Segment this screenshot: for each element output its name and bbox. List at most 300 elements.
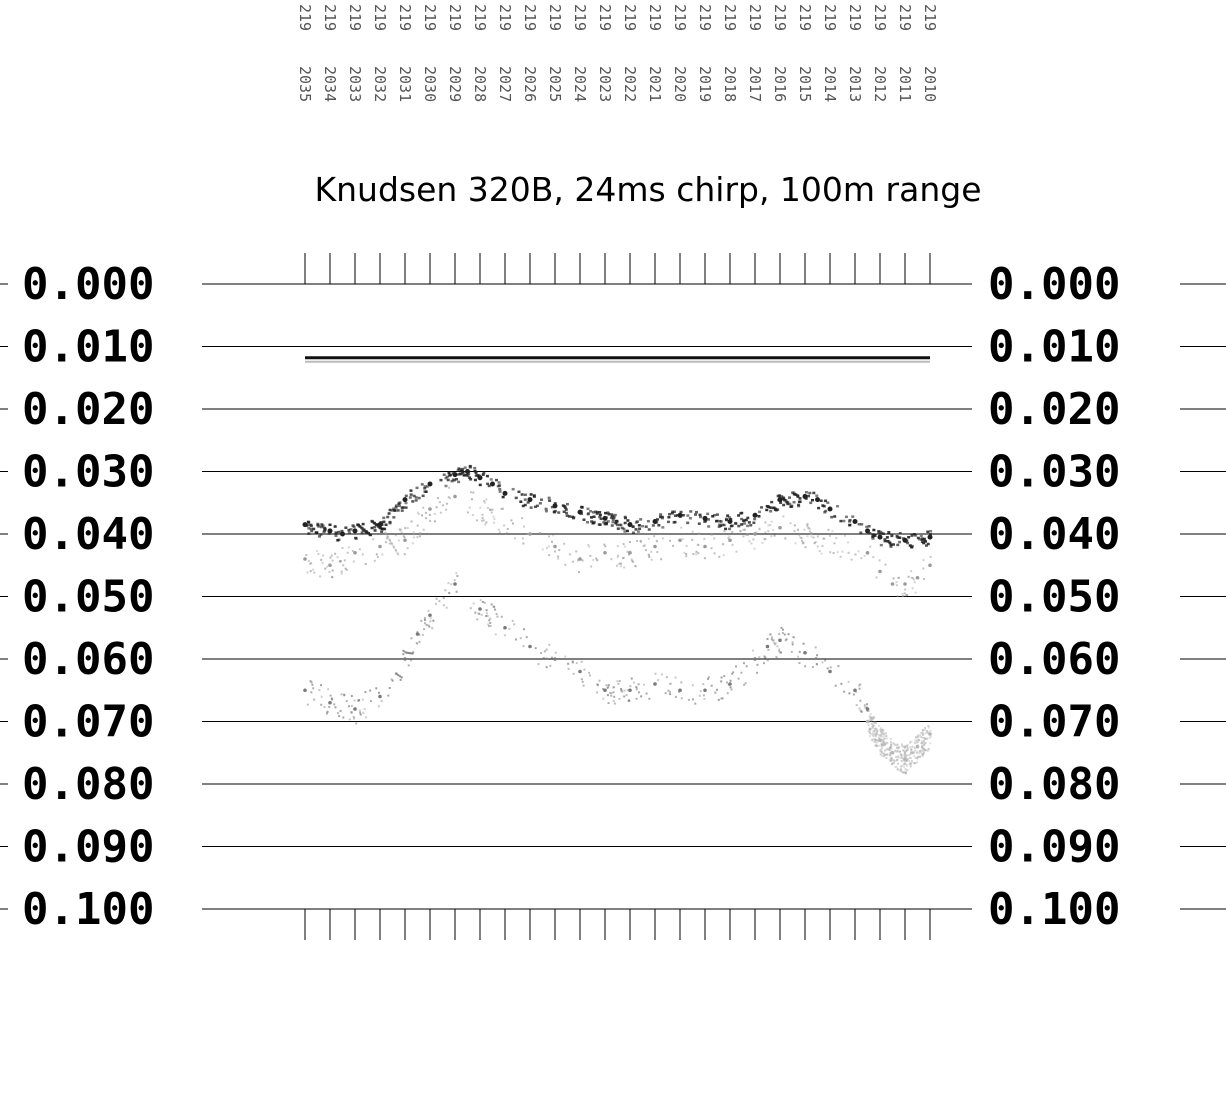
echo-speckle — [375, 687, 377, 689]
echo-speckle — [765, 531, 767, 533]
echo-speckle — [723, 554, 725, 556]
echo-point — [803, 651, 807, 655]
echo-speckle — [324, 568, 326, 570]
echo-speckle — [923, 751, 925, 753]
echo-speckle — [548, 536, 550, 538]
echo-speckle — [499, 531, 501, 533]
echo-speckle — [716, 513, 719, 516]
echo-speckle — [564, 564, 566, 566]
echo-speckle — [483, 500, 485, 502]
echo-speckle — [909, 763, 911, 765]
echo-speckle — [554, 510, 557, 513]
echo-speckle — [504, 634, 506, 636]
echo-speckle — [619, 524, 622, 527]
time-tick-label: 2192011 — [896, 4, 914, 103]
echo-speckle — [648, 556, 650, 558]
echo-speckle — [698, 532, 700, 534]
echo-speckle — [622, 528, 625, 531]
echo-speckle — [909, 741, 911, 743]
echo-speckle — [815, 657, 817, 659]
echo-speckle — [716, 689, 718, 691]
echo-speckle — [612, 686, 614, 688]
echo-speckle — [470, 607, 472, 609]
echo-speckle — [803, 529, 805, 531]
echo-speckle — [617, 556, 619, 558]
echo-speckle — [904, 746, 906, 748]
echo-speckle — [659, 513, 662, 516]
echo-speckle — [320, 523, 323, 526]
echo-speckle — [924, 727, 926, 729]
echo-speckle — [881, 744, 883, 746]
echo-speckle — [780, 627, 782, 629]
echo-speckle — [686, 522, 689, 525]
echo-speckle — [756, 664, 758, 666]
echo-speckle — [864, 704, 866, 706]
echo-speckle — [807, 527, 809, 529]
echo-speckle — [421, 483, 424, 486]
echo-speckle — [448, 487, 450, 489]
echo-speckle — [334, 553, 336, 555]
echo-speckle — [817, 535, 819, 537]
echo-point — [303, 557, 307, 561]
echo-speckle — [581, 678, 583, 680]
echo-speckle — [481, 520, 483, 522]
time-tick-label: 2192014 — [821, 4, 839, 103]
echo-point — [803, 494, 808, 499]
echo-speckle — [498, 488, 501, 491]
echo-speckle — [805, 546, 807, 548]
echo-speckle — [340, 561, 342, 563]
echo-speckle — [446, 607, 448, 609]
echo-speckle — [790, 522, 792, 524]
echo-speckle — [860, 557, 862, 559]
echo-speckle — [782, 504, 785, 507]
echo-speckle — [904, 592, 906, 594]
echo-speckle — [875, 734, 877, 736]
echo-speckle — [549, 665, 551, 667]
echo-speckle — [329, 557, 331, 559]
time-tick-label: 2192016 — [771, 4, 789, 103]
echo-speckle — [848, 524, 851, 527]
echo-speckle — [742, 535, 744, 537]
echo-speckle — [820, 553, 822, 555]
echo-speckle — [521, 493, 524, 496]
echo-speckle — [682, 538, 684, 540]
echo-speckle — [548, 497, 551, 500]
echo-speckle — [498, 481, 501, 484]
echo-speckle — [870, 713, 872, 715]
echo-speckle — [342, 717, 344, 719]
echo-speckle — [313, 699, 315, 701]
echo-speckle — [901, 745, 903, 747]
echo-speckle — [386, 516, 389, 519]
echo-speckle — [616, 524, 619, 527]
echo-speckle — [859, 688, 861, 690]
echo-speckle — [542, 548, 544, 550]
echo-speckle — [744, 529, 746, 531]
echo-speckle — [508, 628, 510, 630]
echo-speckle — [636, 687, 638, 689]
echo-speckle — [788, 496, 791, 499]
echo-speckle — [395, 550, 397, 552]
echo-speckle — [703, 538, 705, 540]
echo-speckle — [322, 562, 324, 564]
echo-speckle — [318, 535, 321, 538]
echo-speckle — [430, 617, 432, 619]
echo-speckle — [617, 527, 620, 530]
echo-speckle — [469, 507, 471, 509]
echo-speckle — [401, 533, 403, 535]
echo-speckle — [499, 490, 502, 493]
echo-speckle — [661, 526, 664, 529]
echo-speckle — [469, 466, 472, 469]
echo-speckle — [752, 522, 755, 525]
echo-point — [653, 682, 657, 686]
echo-speckle — [928, 726, 930, 728]
echo-speckle — [385, 533, 387, 535]
echo-point — [891, 582, 895, 586]
depth-label-right: 0.060 — [988, 634, 1121, 685]
echo-speckle — [892, 543, 895, 546]
time-tick-label: 2192015 — [796, 4, 814, 103]
echo-speckle — [334, 706, 336, 708]
echo-speckle — [901, 757, 903, 759]
depth-label-right: 0.020 — [988, 384, 1121, 435]
echo-speckle — [429, 514, 431, 516]
echo-speckle — [923, 744, 925, 746]
echo-speckle — [354, 699, 356, 701]
echo-speckle — [904, 588, 906, 590]
echo-speckle — [746, 525, 749, 528]
echo-speckle — [602, 698, 604, 700]
echo-speckle — [409, 496, 412, 499]
echo-speckle — [715, 520, 718, 523]
echo-speckle — [657, 679, 659, 681]
echo-speckle — [750, 542, 752, 544]
echo-speckle — [485, 615, 487, 617]
echo-speckle — [398, 505, 401, 508]
echo-speckle — [318, 689, 320, 691]
echo-speckle — [320, 704, 322, 706]
echo-speckle — [401, 509, 404, 512]
echo-speckle — [491, 603, 493, 605]
echo-speckle — [377, 556, 379, 558]
echo-point — [766, 645, 770, 649]
echo-speckle — [348, 546, 350, 548]
echo-point — [403, 538, 407, 542]
echo-speckle — [605, 684, 607, 686]
echo-speckle — [552, 534, 554, 536]
echo-speckle — [738, 678, 740, 680]
echo-speckle — [327, 711, 329, 713]
echo-speckle — [830, 516, 833, 519]
echo-speckle — [432, 620, 434, 622]
echo-speckle — [680, 681, 682, 683]
echo-speckle — [877, 741, 879, 743]
echo-speckle — [523, 628, 525, 630]
echo-speckle — [812, 666, 814, 668]
echo-speckle — [568, 515, 571, 518]
echo-speckle — [619, 680, 621, 682]
echo-speckle — [410, 660, 412, 662]
echo-speckle — [501, 508, 503, 510]
time-tick-label: 2192025 — [546, 4, 564, 103]
echo-speckle — [515, 638, 517, 640]
echo-point — [453, 495, 457, 499]
echo-speckle — [695, 511, 698, 514]
depth-label-left: 0.000 — [22, 259, 155, 310]
depth-label-left: 0.070 — [22, 696, 155, 748]
echo-speckle — [589, 510, 592, 513]
echo-speckle — [804, 665, 806, 667]
echo-speckle — [700, 690, 702, 692]
echo-speckle — [884, 754, 886, 756]
echo-speckle — [802, 542, 804, 544]
echo-point — [703, 545, 707, 549]
echo-speckle — [347, 552, 349, 554]
echo-speckle — [728, 528, 731, 531]
echo-speckle — [307, 521, 310, 524]
echo-speckle — [844, 535, 846, 537]
echo-speckle — [760, 506, 763, 509]
echo-speckle — [720, 520, 723, 523]
echo-point — [603, 688, 607, 692]
echo-speckle — [821, 661, 823, 663]
echo-point — [553, 545, 557, 549]
echo-speckle — [408, 664, 410, 666]
echo-speckle — [809, 530, 811, 532]
echo-point — [303, 522, 308, 527]
echo-speckle — [310, 570, 312, 572]
echo-speckle — [692, 684, 694, 686]
echo-speckle — [456, 575, 458, 577]
echo-speckle — [523, 526, 525, 528]
echo-point — [428, 507, 432, 511]
echo-point — [678, 688, 682, 692]
echo-speckle — [779, 651, 781, 653]
echo-speckle — [596, 559, 598, 561]
echo-speckle — [714, 552, 716, 554]
echo-speckle — [735, 665, 737, 667]
echo-speckle — [565, 512, 568, 514]
echo-speckle — [389, 687, 391, 689]
echo-speckle — [790, 505, 793, 508]
echo-speckle — [620, 688, 622, 690]
echo-speckle — [378, 705, 380, 707]
echo-speckle — [607, 520, 610, 523]
echo-speckle — [590, 516, 593, 519]
time-tick-label: 2192027 — [496, 4, 514, 103]
echo-speckle — [635, 565, 637, 567]
echo-speckle — [667, 516, 670, 519]
echo-speckle — [876, 739, 878, 741]
echo-speckle — [659, 516, 662, 519]
echo-speckle — [306, 571, 308, 573]
echo-speckle — [881, 748, 883, 750]
echo-speckle — [610, 558, 612, 560]
echo-point — [553, 503, 558, 508]
echo-speckle — [885, 757, 887, 759]
echo-speckle — [748, 540, 750, 542]
echo-speckle — [656, 551, 658, 553]
echo-speckle — [583, 669, 585, 671]
echo-speckle — [387, 536, 389, 538]
echo-speckle — [582, 681, 584, 683]
echo-speckle — [711, 534, 713, 536]
depth-label-right: 0.010 — [988, 321, 1121, 373]
echo-speckle — [719, 525, 722, 528]
echo-speckle — [694, 703, 696, 705]
echo-speckle — [497, 485, 500, 488]
echo-speckle — [890, 744, 892, 746]
echo-speckle — [911, 746, 913, 748]
echo-point — [753, 513, 758, 518]
echo-speckle — [469, 478, 472, 481]
echo-speckle — [345, 568, 347, 570]
echo-speckle — [476, 519, 478, 521]
echo-speckle — [739, 512, 742, 515]
echo-speckle — [858, 523, 861, 526]
echo-speckle — [669, 540, 671, 542]
depth-label-left: 0.060 — [22, 634, 155, 685]
echo-speckle — [853, 693, 855, 695]
echo-speckle — [444, 485, 447, 488]
echo-speckle — [657, 524, 660, 527]
echo-speckle — [524, 494, 527, 497]
echo-speckle — [598, 523, 601, 526]
echo-speckle — [873, 730, 875, 732]
echo-speckle — [872, 529, 875, 532]
echo-speckle — [922, 567, 924, 569]
echo-speckle — [706, 513, 709, 516]
echo-speckle — [412, 542, 414, 544]
echo-speckle — [914, 749, 916, 751]
echo-speckle — [723, 530, 725, 532]
echo-speckle — [847, 541, 849, 543]
echo-speckle — [740, 530, 742, 532]
echo-speckle — [417, 525, 419, 527]
echo-speckle — [348, 531, 351, 534]
echo-speckle — [662, 537, 664, 539]
echo-speckle — [808, 492, 811, 495]
echo-speckle — [437, 497, 439, 499]
echo-speckle — [792, 636, 794, 638]
echo-speckle — [530, 493, 533, 496]
echo-speckle — [922, 732, 924, 734]
echo-speckle — [756, 672, 758, 674]
echo-speckle — [365, 563, 367, 565]
echo-speckle — [869, 728, 871, 730]
echo-point — [928, 563, 932, 567]
echo-speckle — [362, 712, 364, 714]
echo-speckle — [734, 522, 737, 525]
echo-speckle — [393, 547, 395, 549]
echo-speckle — [763, 662, 765, 664]
echo-speckle — [653, 535, 655, 537]
echo-speckle — [447, 582, 449, 584]
echo-speckle — [637, 530, 640, 533]
echo-speckle — [769, 510, 772, 513]
echo-speckle — [575, 550, 577, 552]
echo-speckle — [650, 551, 652, 553]
echo-speckle — [400, 679, 402, 681]
echo-speckle — [713, 537, 715, 539]
echo-speckle — [412, 653, 414, 655]
echo-speckle — [748, 521, 751, 524]
echo-speckle — [907, 536, 910, 539]
echo-point — [528, 497, 533, 502]
echo-speckle — [839, 520, 842, 523]
echo-speckle — [496, 616, 498, 618]
echo-speckle — [578, 571, 580, 573]
echo-speckle — [697, 552, 699, 554]
echo-speckle — [893, 759, 895, 761]
echo-speckle — [819, 550, 821, 552]
echo-speckle — [886, 536, 889, 539]
echo-speckle — [347, 529, 350, 532]
echo-speckle — [423, 490, 426, 493]
echo-speckle — [622, 557, 624, 559]
echo-speckle — [507, 528, 509, 530]
echo-speckle — [563, 543, 565, 545]
echo-speckle — [859, 531, 862, 534]
echo-speckle — [798, 497, 801, 500]
echo-point — [328, 701, 332, 705]
echo-speckle — [573, 673, 575, 675]
echo-speckle — [448, 592, 450, 594]
time-tick-label: 2192026 — [521, 4, 539, 103]
echo-speckle — [348, 705, 350, 707]
echo-speckle — [914, 742, 916, 744]
echo-speckle — [899, 532, 902, 535]
echo-speckle — [419, 535, 421, 537]
time-tick-label: 2192021 — [646, 4, 664, 103]
echo-speckle — [404, 527, 406, 529]
echo-point — [478, 475, 483, 480]
echo-point — [553, 657, 557, 661]
echo-speckle — [583, 518, 586, 521]
echo-speckle — [708, 676, 710, 678]
echo-speckle — [711, 515, 714, 518]
echo-speckle — [493, 518, 495, 520]
echo-speckle — [307, 704, 309, 706]
echo-speckle — [310, 562, 312, 564]
echo-speckle — [557, 558, 559, 560]
echo-speckle — [902, 593, 904, 595]
echo-speckle — [416, 487, 419, 490]
echo-speckle — [797, 505, 800, 508]
echo-speckle — [920, 535, 923, 538]
echo-speckle — [901, 771, 903, 773]
echo-speckle — [834, 542, 836, 544]
echo-speckle — [373, 526, 376, 529]
echo-point — [903, 582, 907, 586]
echo-speckle — [694, 513, 697, 516]
echo-speckle — [409, 489, 412, 492]
echo-speckle — [418, 641, 420, 643]
echo-speckle — [310, 681, 312, 683]
echo-speckle — [891, 757, 893, 759]
echo-point — [328, 528, 333, 533]
echo-speckle — [922, 734, 924, 736]
echo-speckle — [879, 559, 881, 561]
echo-speckle — [914, 762, 916, 764]
echo-speckle — [924, 742, 926, 744]
echo-speckle — [588, 546, 590, 548]
echo-speckle — [333, 703, 335, 705]
echo-speckle — [407, 527, 409, 529]
echo-speckle — [821, 504, 824, 507]
